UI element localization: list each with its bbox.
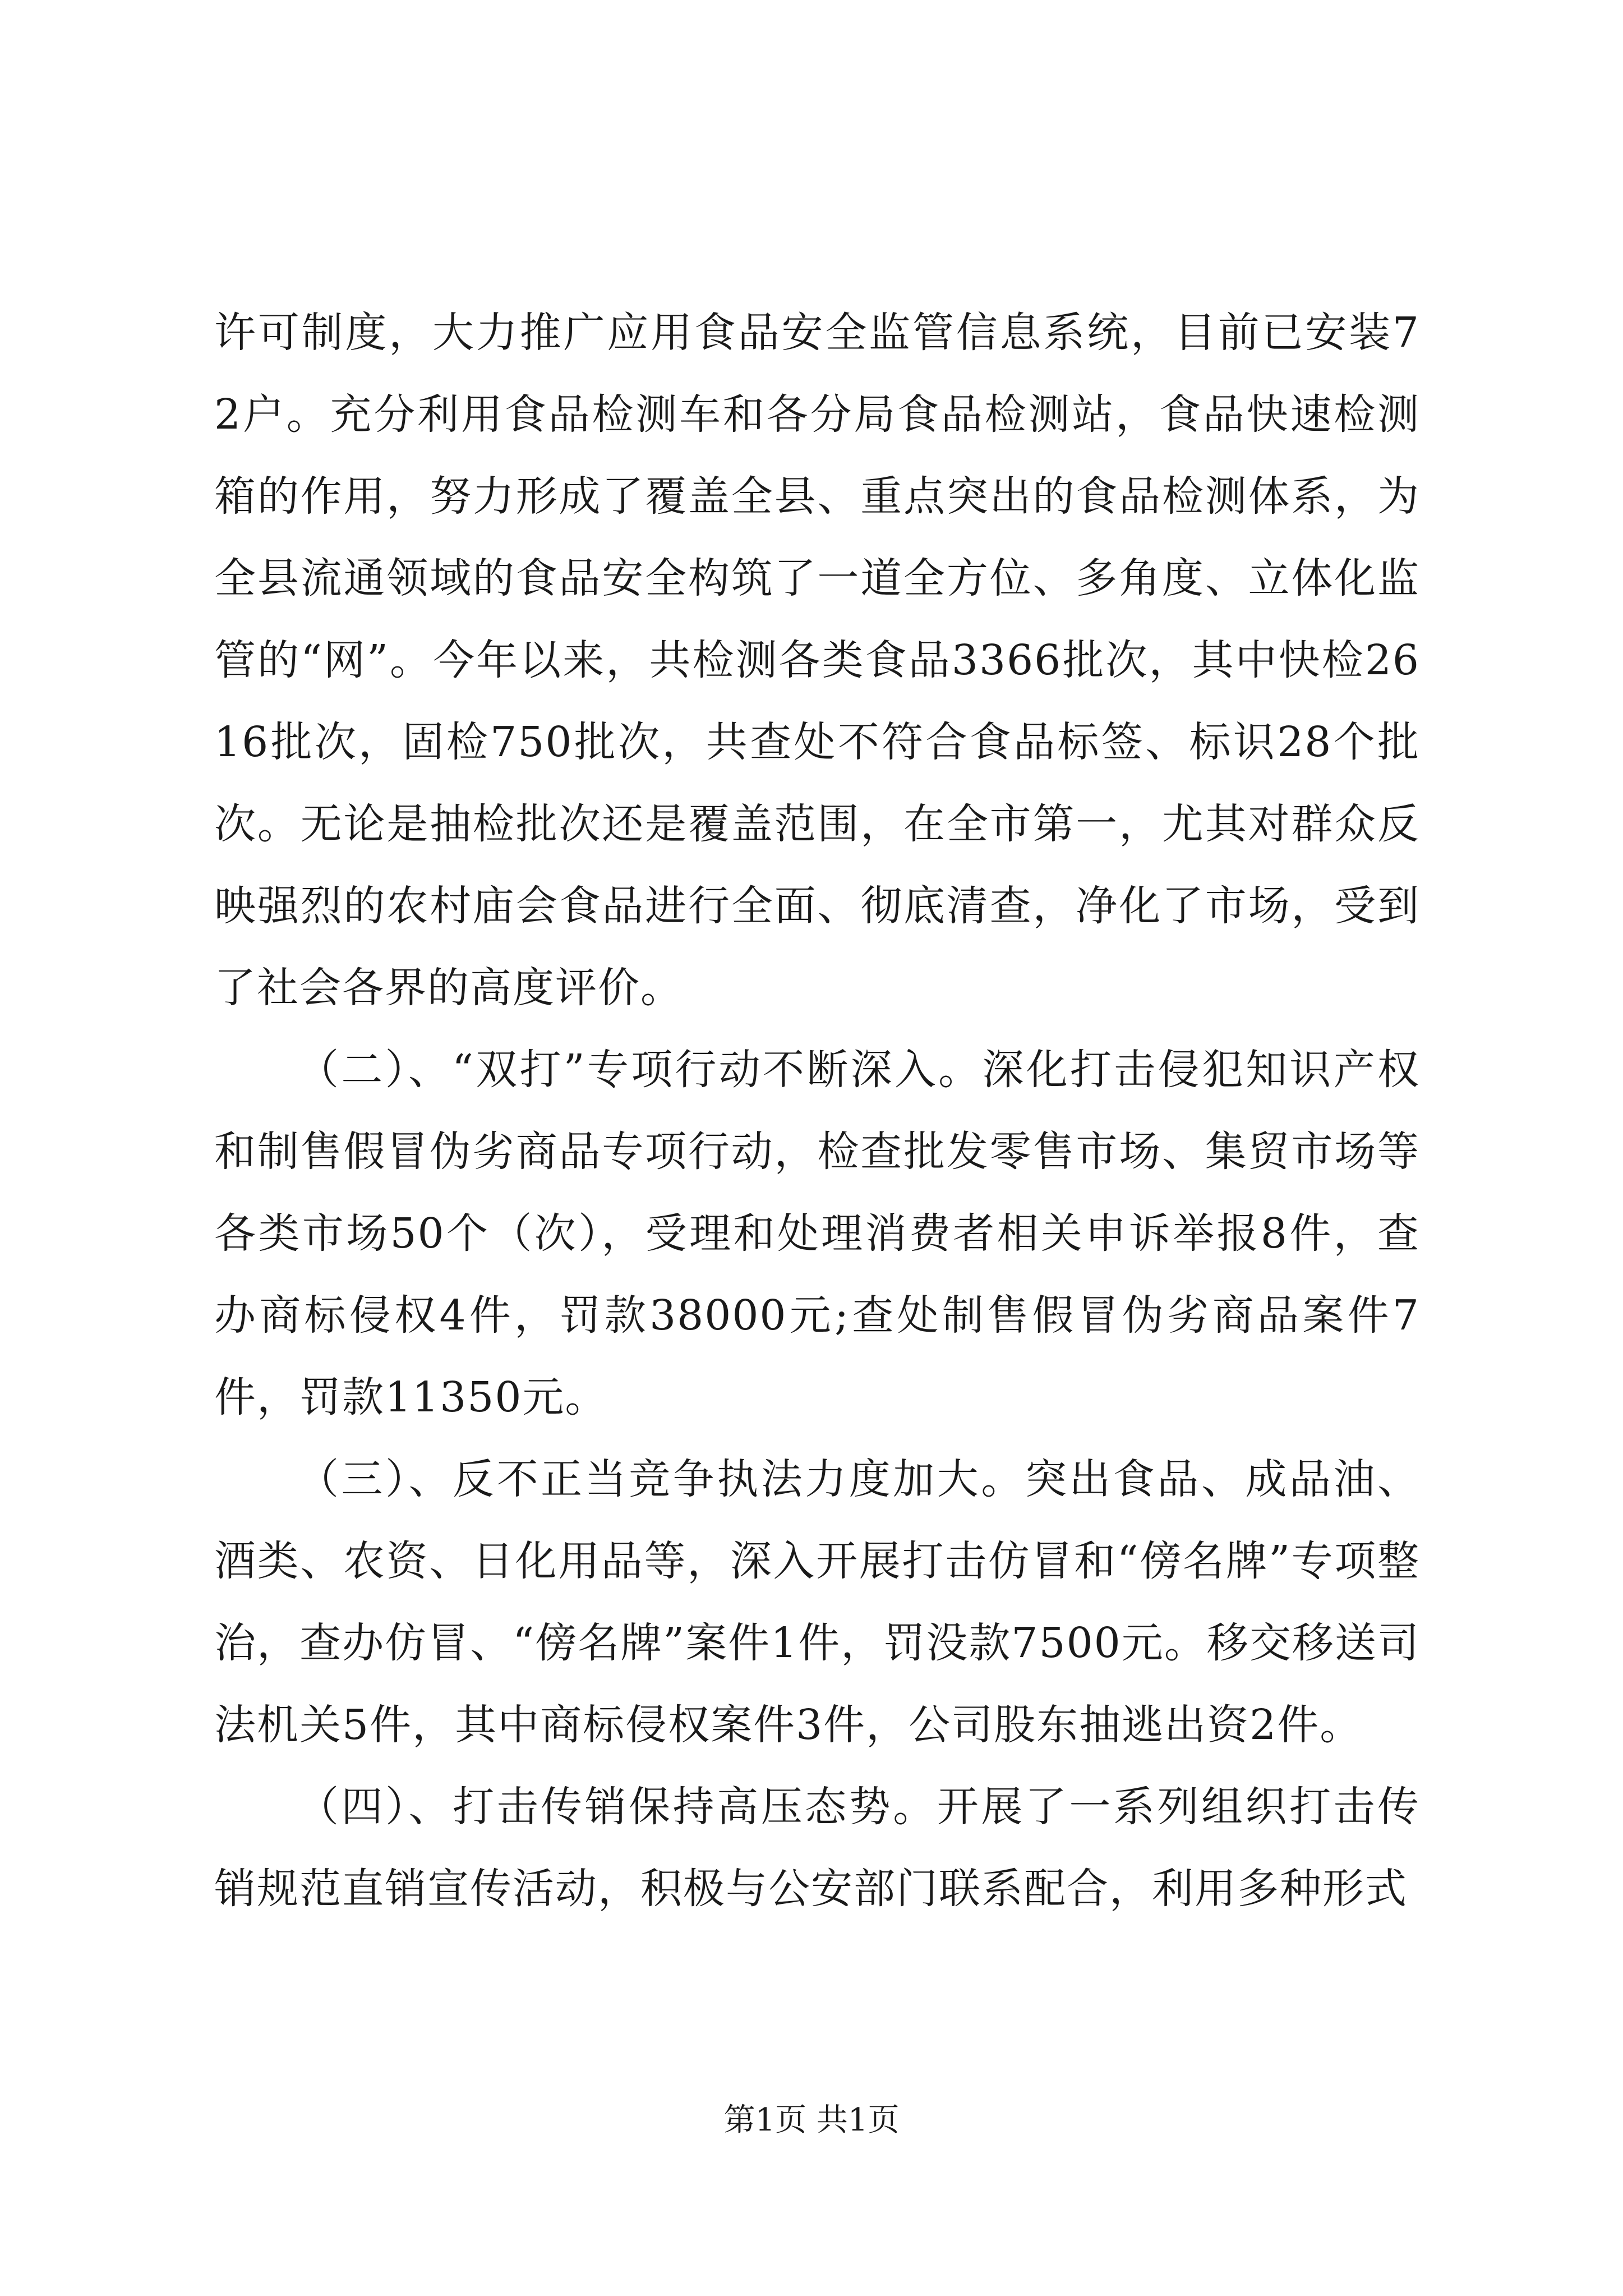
paragraph-1: 许可制度，大力推广应用食品安全监管信息系统，目前已安装72户。充分利用食品检测车和各分局食品检测站，食品快速检测箱的作用，努力形成了覆盖全县、重点突出的食品检测体系，为全县流通领域的食品安全构筑了一道全方位、多角度、立体化监管的“网”。今年以来，共检测各类食品3366批次，其中快检2616批次，固检750批次，共查处不符合食品标签、标识28个批次。无论是抽检批次还是覆盖范围，在全市第一，尤其对群众反映强烈的农村庙会食品进行全面、彻底清查，净化了市场，受到了社会各界的高度评价。 xyxy=(214,309,1420,1012)
document-body xyxy=(214,292,1420,1930)
page-footer: 第1页 共1页 xyxy=(723,2102,900,2138)
paragraph-3: （三）、反不正当竞争执法力度加大。突出食品、成品油、酒类、农资、日化用品等，深入开展打击仿冒和“傍名牌”专项整治，查办仿冒、“傍名牌”案件1件，罚没款7500元。移交移送司法机关5件，其中商标侵权案件3件，公司股东抽逃出资2件。 xyxy=(214,1455,1420,1749)
paragraph-4: （四）、打击传销保持高压态势。开展了一系列组织打击传销规范直销宣传活动，积极与公安部门联系配合，利用多种形式 xyxy=(214,1783,1420,1913)
paragraph-2: （二）、“双打”专项行动不断深入。深化打击侵犯知识产权和制售假冒伪劣商品专项行动，检查批发零售市场、集贸市场等各类市场50个（次），受理和处理消费者相关申诉举报8件，查办商标侵权4件，罚款38000元;查处制售假冒伪劣商品案件7件，罚款11350元。 xyxy=(214,1046,1420,1421)
